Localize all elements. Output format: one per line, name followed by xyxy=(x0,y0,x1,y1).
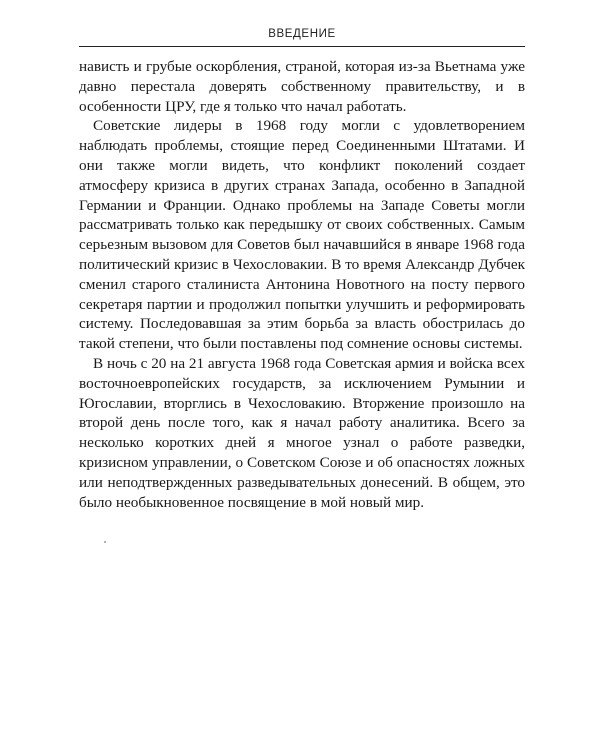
running-head: ВВЕДЕНИЕ xyxy=(268,28,336,40)
paragraph-continued: нависть и грубые оскорбления, страной, которая из-за Вьетнама уже давно перестала доверять собственному правительству, и в особенности ЦРУ, где я только что начал работать. xyxy=(79,58,525,115)
header-rule xyxy=(79,46,525,47)
paragraph: Советские лидеры в 1968 году могли с удовлетворением наблюдать проблемы, стоящие перед Соединенными Штатами. И они также могли видеть, что конфликт поколений создает атмосферу кризиса в других странах Запада, особенно в Западной Германии и Франции. Однако проблемы на Западе Советы могли рассматривать только как передышку от своих собственных. Самым серьезным вызовом для Советов был начавшийся в январе 1968 года политический кризис в Чехословакии. В то время Александр Дубчек сменил старого сталиниста Антонина Новотного на посту первого секретаря партии и продолжил попытки улучшить и реформировать систему. Последовавшая за этим борьба за власть обострилась до такой степени, что были поставлены под сомнение основы системы. xyxy=(79,117,525,353)
body-text xyxy=(79,57,525,512)
paragraph: В ночь с 20 на 21 августа 1968 года Советская армия и войска всех восточноевропейских государств, за исключением Румынии и Югославии, вторглись в Чехословакию. Вторжение произошло на второй день после того, как я начал работу аналитика. Всего за несколько коротких дней я многое узнал о работе разведки, кризисном управлении, о Советском Союзе и об опасностях ложных или неподтвержденных разведывательных донесений. В общем, это было необыкновенное посвящение в мой новый мир. xyxy=(79,354,525,511)
scan-speck xyxy=(104,541,106,543)
